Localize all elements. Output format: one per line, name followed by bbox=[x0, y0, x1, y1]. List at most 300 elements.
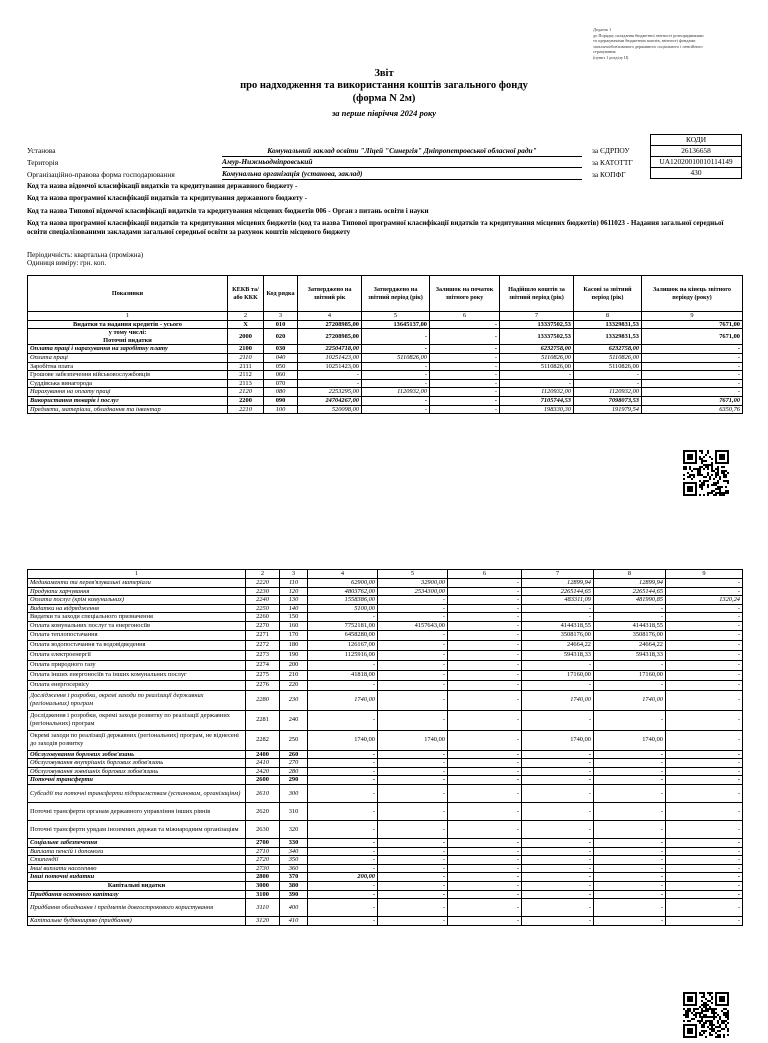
row-value: 13329831,53 bbox=[574, 329, 642, 345]
codes-header: КОДИ bbox=[651, 135, 742, 146]
row-value: 5110826,00 bbox=[500, 353, 574, 362]
row-value: 140 bbox=[280, 604, 308, 613]
row-value: 2282 bbox=[246, 730, 280, 750]
column-number: 1 bbox=[28, 312, 228, 321]
row-value: - bbox=[594, 917, 666, 926]
row-value: 250 bbox=[280, 730, 308, 750]
row-value: 2274 bbox=[246, 660, 280, 670]
row-value: 360 bbox=[280, 864, 308, 873]
row-value: - bbox=[362, 371, 430, 380]
row-value: - bbox=[666, 917, 743, 926]
row-value: - bbox=[594, 838, 666, 847]
row-value: - bbox=[522, 820, 594, 838]
row-value: - bbox=[594, 759, 666, 768]
table-row bbox=[28, 776, 743, 785]
column-number: 9 bbox=[642, 312, 743, 321]
row-value: - bbox=[448, 710, 522, 730]
table-row bbox=[28, 759, 743, 768]
row-value: 27208985,00 bbox=[298, 329, 362, 345]
row-value: - bbox=[666, 838, 743, 847]
row-value: 12899,94 bbox=[522, 579, 594, 588]
table-row bbox=[28, 388, 743, 397]
row-value: - bbox=[666, 776, 743, 785]
row-value: 12899,94 bbox=[594, 579, 666, 588]
appendix-note: Додаток 1 до Порядку складання бюджетної звітності розпорядниками та одержувачами бюджетних коштів, звітності фондами загальнообов'язкового державного соціального і пенсійного страхування (пункт 1 розділу II) bbox=[593, 27, 704, 60]
row-value: 2273 bbox=[246, 650, 280, 660]
row-value: - bbox=[666, 873, 743, 882]
row-value: - bbox=[594, 784, 666, 802]
column-number: 7 bbox=[500, 312, 574, 321]
row-value: - bbox=[378, 690, 448, 710]
row-label: Інші виплати населенню bbox=[28, 864, 246, 873]
table-row bbox=[28, 396, 743, 405]
row-value: 2111 bbox=[228, 362, 264, 371]
row-value: - bbox=[378, 873, 448, 882]
row-value: - bbox=[362, 345, 430, 354]
row-value: - bbox=[448, 873, 522, 882]
row-value: - bbox=[378, 838, 448, 847]
row-value: - bbox=[308, 847, 378, 856]
row-value: - bbox=[448, 890, 522, 899]
row-value: 270 bbox=[280, 759, 308, 768]
table-row bbox=[28, 345, 743, 354]
row-value: 5110826,00 bbox=[574, 353, 642, 362]
row-label: Виплата пенсій і допомоги bbox=[28, 847, 246, 856]
row-value: - bbox=[522, 784, 594, 802]
row-value: 380 bbox=[280, 881, 308, 890]
row-value: 1740,00 bbox=[594, 690, 666, 710]
row-value: 410 bbox=[280, 917, 308, 926]
kopfg-label: за КОПФГ bbox=[592, 170, 626, 179]
table-row bbox=[28, 690, 743, 710]
row-value: 130 bbox=[280, 596, 308, 605]
row-value: 7752181,00 bbox=[308, 621, 378, 630]
row-value: 17160,00 bbox=[594, 670, 666, 680]
row-value: 2400 bbox=[246, 750, 280, 759]
row-value: 370 bbox=[280, 873, 308, 882]
row-value: 1740,00 bbox=[308, 730, 378, 750]
table-row bbox=[28, 670, 743, 680]
row-value: 200,00 bbox=[308, 873, 378, 882]
row-value: - bbox=[666, 660, 743, 670]
row-value: - bbox=[642, 388, 743, 397]
row-value: 2240 bbox=[246, 596, 280, 605]
table-row bbox=[28, 820, 743, 838]
row-value: 10251423,00 bbox=[298, 353, 362, 362]
row-value: - bbox=[430, 345, 500, 354]
table-row bbox=[28, 660, 743, 670]
row-value: - bbox=[522, 838, 594, 847]
row-value: - bbox=[666, 587, 743, 596]
row-value: 2210 bbox=[228, 405, 264, 414]
row-label: Поточні трансферти органам державного управління інших рівнів bbox=[28, 802, 246, 820]
row-value: - bbox=[666, 881, 743, 890]
row-value: 4144318,55 bbox=[594, 621, 666, 630]
row-value: 110 bbox=[280, 579, 308, 588]
row-value: 2630 bbox=[246, 820, 280, 838]
table-row bbox=[28, 730, 743, 750]
row-value: 3508176,00 bbox=[522, 630, 594, 640]
row-value: - bbox=[308, 750, 378, 759]
table-row bbox=[28, 899, 743, 917]
column-numbers bbox=[28, 570, 743, 579]
row-value: 2230 bbox=[246, 587, 280, 596]
row-value: 22504718,00 bbox=[298, 345, 362, 354]
row-label: Обслуговування зовнішніх боргових зобов'язань bbox=[28, 767, 246, 776]
row-value: - bbox=[430, 371, 500, 380]
row-value: - bbox=[430, 388, 500, 397]
row-value: - bbox=[642, 345, 743, 354]
row-value: - bbox=[448, 660, 522, 670]
table-row bbox=[28, 621, 743, 630]
row-label: Стипендії bbox=[28, 856, 246, 865]
row-value: 6458280,00 bbox=[308, 630, 378, 640]
row-value: 1120932,00 bbox=[574, 388, 642, 397]
row-value: 330 bbox=[280, 838, 308, 847]
row-value: 310 bbox=[280, 802, 308, 820]
row-value: 1740,00 bbox=[522, 690, 594, 710]
table-row bbox=[28, 353, 743, 362]
row-value: - bbox=[666, 767, 743, 776]
row-value: - bbox=[448, 640, 522, 650]
row-value: 260 bbox=[280, 750, 308, 759]
table-row bbox=[28, 329, 743, 345]
table-row bbox=[28, 379, 743, 388]
row-value: X bbox=[228, 320, 264, 329]
katottg-label: за КАТОТТГ bbox=[592, 158, 633, 167]
row-value: - bbox=[448, 670, 522, 680]
row-value: 4157643,00 bbox=[378, 621, 448, 630]
row-value: 62900,00 bbox=[308, 579, 378, 588]
row-value: 2265144,65 bbox=[594, 587, 666, 596]
row-label: Окремі заходи по реалізації державних (регіональних) програм, не віднесені до заходів розвитку bbox=[28, 730, 246, 750]
row-value: 3000 bbox=[246, 881, 280, 890]
row-value: - bbox=[378, 864, 448, 873]
row-value: - bbox=[594, 820, 666, 838]
row-value: 32900,00 bbox=[378, 579, 448, 588]
row-label: Поточні трансферти урядам іноземних держав та міжнародним організаціям bbox=[28, 820, 246, 838]
row-value: 390 bbox=[280, 890, 308, 899]
row-value: - bbox=[522, 899, 594, 917]
row-value: - bbox=[666, 864, 743, 873]
table-row bbox=[28, 784, 743, 802]
row-value: - bbox=[574, 371, 642, 380]
row-value: - bbox=[522, 613, 594, 622]
col-header: Залишок на кінець звітного періоду (року) bbox=[642, 276, 743, 312]
row-value: 2120 bbox=[228, 388, 264, 397]
row-value: 2113 bbox=[228, 379, 264, 388]
row-value: 070 bbox=[264, 379, 298, 388]
row-value: 2620 bbox=[246, 802, 280, 820]
row-value: 160 bbox=[280, 621, 308, 630]
row-value: - bbox=[308, 759, 378, 768]
row-value: 1320,24 bbox=[666, 596, 743, 605]
row-label: Оплата природного газу bbox=[28, 660, 246, 670]
row-value: - bbox=[448, 899, 522, 917]
row-value: - bbox=[308, 767, 378, 776]
col-header: Надійшло коштів за звітний період (рік) bbox=[500, 276, 574, 312]
row-value: 040 bbox=[264, 353, 298, 362]
row-value: - bbox=[378, 784, 448, 802]
row-label: Оплата праці і нарахування на заробітну плату bbox=[28, 345, 228, 354]
institution-label: Установа bbox=[27, 146, 56, 155]
row-value: 2100 bbox=[228, 345, 264, 354]
row-value: 1120932,00 bbox=[500, 388, 574, 397]
row-value: 020 bbox=[264, 329, 298, 345]
institution-value: Комунальний заклад освіти "Ліцей "Синергія" Дніпропетровської обласної ради" bbox=[222, 146, 582, 157]
row-value: - bbox=[430, 320, 500, 329]
row-value: 050 bbox=[264, 362, 298, 371]
table-row bbox=[28, 587, 743, 596]
col-header: Затверджено на звітний період (рік) bbox=[362, 276, 430, 312]
row-label: Оплата інших енергоносіїв та інших комунальних послуг bbox=[28, 670, 246, 680]
row-value: - bbox=[430, 405, 500, 414]
row-value: - bbox=[594, 873, 666, 882]
row-value: 1125916,00 bbox=[308, 650, 378, 660]
row-label: Оплата послуг (крім комунальних) bbox=[28, 596, 246, 605]
table-row bbox=[28, 917, 743, 926]
row-value: - bbox=[378, 660, 448, 670]
table-row bbox=[28, 767, 743, 776]
row-value: - bbox=[378, 899, 448, 917]
row-value: 27208985,00 bbox=[298, 320, 362, 329]
row-value: 5110826,00 bbox=[574, 362, 642, 371]
row-value: 170 bbox=[280, 630, 308, 640]
page-break bbox=[27, 505, 742, 513]
row-value: 3120 bbox=[246, 917, 280, 926]
column-number: 3 bbox=[264, 312, 298, 321]
row-value: 2220 bbox=[246, 579, 280, 588]
row-value: - bbox=[378, 856, 448, 865]
row-value: - bbox=[378, 881, 448, 890]
row-value: 24704267,00 bbox=[298, 396, 362, 405]
classification-line-1: Код та назва відомчої класифікації видатків та кредитування державного бюджету - bbox=[27, 182, 298, 190]
row-value: 1120932,00 bbox=[362, 388, 430, 397]
row-value: - bbox=[378, 917, 448, 926]
org-form-value: Комунальна організація (установа, заклад) bbox=[222, 169, 582, 180]
row-value: 2730 bbox=[246, 864, 280, 873]
report-table-page-2 bbox=[27, 569, 743, 926]
row-value: - bbox=[666, 784, 743, 802]
row-value: 350 bbox=[280, 856, 308, 865]
row-value: 320 bbox=[280, 820, 308, 838]
row-value: 6350,76 bbox=[642, 405, 743, 414]
row-label: у тому числі: Поточні видатки bbox=[28, 329, 228, 345]
row-label: Капітальні видатки bbox=[28, 881, 246, 890]
row-value: 481990,85 bbox=[594, 596, 666, 605]
row-value: - bbox=[378, 767, 448, 776]
row-value: 126167,00 bbox=[308, 640, 378, 650]
table-row bbox=[28, 750, 743, 759]
row-value: 2800 bbox=[246, 873, 280, 882]
table-row bbox=[28, 604, 743, 613]
row-value: - bbox=[298, 379, 362, 388]
row-value: 594318,33 bbox=[594, 650, 666, 660]
row-value: - bbox=[362, 379, 430, 388]
row-value: - bbox=[362, 405, 430, 414]
row-value: 2420 bbox=[246, 767, 280, 776]
row-value: - bbox=[378, 680, 448, 690]
column-number: 4 bbox=[298, 312, 362, 321]
column-number: 5 bbox=[378, 570, 448, 579]
row-value: - bbox=[522, 864, 594, 873]
row-value: - bbox=[666, 604, 743, 613]
row-value: - bbox=[378, 670, 448, 680]
row-value: 340 bbox=[280, 847, 308, 856]
table-row bbox=[28, 847, 743, 856]
row-value: 2410 bbox=[246, 759, 280, 768]
row-value: 2265144,65 bbox=[522, 587, 594, 596]
table-row bbox=[28, 856, 743, 865]
row-value: - bbox=[448, 596, 522, 605]
row-value: - bbox=[308, 660, 378, 670]
row-value: 5110826,00 bbox=[362, 353, 430, 362]
row-value: - bbox=[308, 710, 378, 730]
row-value: - bbox=[666, 802, 743, 820]
row-value: 2271 bbox=[246, 630, 280, 640]
column-number: 2 bbox=[246, 570, 280, 579]
row-value: - bbox=[308, 864, 378, 873]
row-value: 6232758,00 bbox=[574, 345, 642, 354]
row-value: - bbox=[378, 847, 448, 856]
row-value: - bbox=[594, 890, 666, 899]
row-value: - bbox=[522, 856, 594, 865]
table-row bbox=[28, 371, 743, 380]
report-title: Звіт bbox=[374, 68, 394, 79]
row-label: Придбання обладнання і предметів довгострокового користування bbox=[28, 899, 246, 917]
row-value: 2280 bbox=[246, 690, 280, 710]
row-value: 594318,33 bbox=[522, 650, 594, 660]
row-value: - bbox=[522, 767, 594, 776]
row-value: - bbox=[448, 838, 522, 847]
table-row bbox=[28, 838, 743, 847]
row-value: 3508176,00 bbox=[594, 630, 666, 640]
row-value: - bbox=[666, 680, 743, 690]
row-value: 2710 bbox=[246, 847, 280, 856]
row-value: - bbox=[448, 690, 522, 710]
row-value: - bbox=[522, 604, 594, 613]
table-row bbox=[28, 680, 743, 690]
row-value: - bbox=[642, 362, 743, 371]
row-value: 2275 bbox=[246, 670, 280, 680]
row-value: 520098,00 bbox=[298, 405, 362, 414]
row-value: - bbox=[448, 587, 522, 596]
row-label: Дослідження і розробки, окремі заходи по реалізації державних (регіональних) програм bbox=[28, 690, 246, 710]
report-form: (форма N 2м) bbox=[352, 93, 416, 104]
org-form-label: Організаційно-правова форма господарювання bbox=[27, 170, 175, 179]
row-value: - bbox=[430, 362, 500, 371]
row-value: - bbox=[448, 730, 522, 750]
table-row bbox=[28, 890, 743, 899]
row-value: 1558386,00 bbox=[308, 596, 378, 605]
row-value: - bbox=[642, 379, 743, 388]
row-label: Субсидії та поточні трансферти підприємствам (установам, організаціям) bbox=[28, 784, 246, 802]
row-value: - bbox=[378, 750, 448, 759]
row-value: 5110826,00 bbox=[500, 362, 574, 371]
row-value: - bbox=[448, 917, 522, 926]
row-value: 2281 bbox=[246, 710, 280, 730]
row-value: - bbox=[378, 820, 448, 838]
row-value: 7098073,53 bbox=[574, 396, 642, 405]
report-table-page-1 bbox=[27, 275, 743, 414]
row-value: 290 bbox=[280, 776, 308, 785]
row-value: - bbox=[448, 767, 522, 776]
row-value: 120 bbox=[280, 587, 308, 596]
row-value: - bbox=[308, 776, 378, 785]
row-value: - bbox=[378, 759, 448, 768]
row-value: - bbox=[378, 650, 448, 660]
row-value: - bbox=[594, 660, 666, 670]
col-header: КЕКВ та/або ККК bbox=[228, 276, 264, 312]
table-row bbox=[28, 802, 743, 820]
row-value: - bbox=[594, 864, 666, 873]
row-value: - bbox=[666, 750, 743, 759]
row-value: 3100 bbox=[246, 890, 280, 899]
row-label: Предмети, матеріали, обладнання та інвентар bbox=[28, 405, 228, 414]
row-value: - bbox=[594, 856, 666, 865]
row-label: Оплата електроенергії bbox=[28, 650, 246, 660]
column-number: 1 bbox=[28, 570, 246, 579]
row-label: Капітальне будівництво (придбання) bbox=[28, 917, 246, 926]
table-row bbox=[28, 650, 743, 660]
row-value: - bbox=[522, 660, 594, 670]
row-value: - bbox=[642, 371, 743, 380]
row-value: - bbox=[666, 890, 743, 899]
row-value: 198330,30 bbox=[500, 405, 574, 414]
table-row bbox=[28, 640, 743, 650]
row-value: - bbox=[594, 680, 666, 690]
row-value: 090 bbox=[264, 396, 298, 405]
row-label: Нарахування на оплату праці bbox=[28, 388, 228, 397]
row-value: - bbox=[594, 613, 666, 622]
table-row bbox=[28, 320, 743, 329]
row-value: - bbox=[448, 784, 522, 802]
row-value: - bbox=[448, 650, 522, 660]
table-row bbox=[28, 630, 743, 640]
row-label: Оплата праці bbox=[28, 353, 228, 362]
row-value: 483311,09 bbox=[522, 596, 594, 605]
row-value: 1740,00 bbox=[594, 730, 666, 750]
row-value: 010 bbox=[264, 320, 298, 329]
row-value: - bbox=[522, 802, 594, 820]
row-value: - bbox=[594, 776, 666, 785]
row-value: - bbox=[430, 396, 500, 405]
row-value: - bbox=[522, 881, 594, 890]
column-numbers bbox=[28, 312, 743, 321]
code-katottg: UA12020010010114149 bbox=[651, 157, 742, 168]
row-value: - bbox=[378, 710, 448, 730]
row-value: - bbox=[430, 353, 500, 362]
row-value: - bbox=[522, 680, 594, 690]
row-value: - bbox=[522, 759, 594, 768]
row-value: - bbox=[430, 329, 500, 345]
row-value: - bbox=[308, 856, 378, 865]
row-value: - bbox=[448, 881, 522, 890]
row-value: - bbox=[448, 621, 522, 630]
row-value: - bbox=[666, 759, 743, 768]
row-value: 060 bbox=[264, 371, 298, 380]
col-header: Код рядка bbox=[264, 276, 298, 312]
row-value: 190 bbox=[280, 650, 308, 660]
row-value: - bbox=[448, 613, 522, 622]
row-label: Використання товарів і послуг bbox=[28, 396, 228, 405]
row-value: - bbox=[666, 847, 743, 856]
table-row bbox=[28, 864, 743, 873]
row-value: - bbox=[594, 847, 666, 856]
row-value: - bbox=[666, 820, 743, 838]
row-value: - bbox=[308, 838, 378, 847]
col-header: Затверджено на звітний рік bbox=[298, 276, 362, 312]
